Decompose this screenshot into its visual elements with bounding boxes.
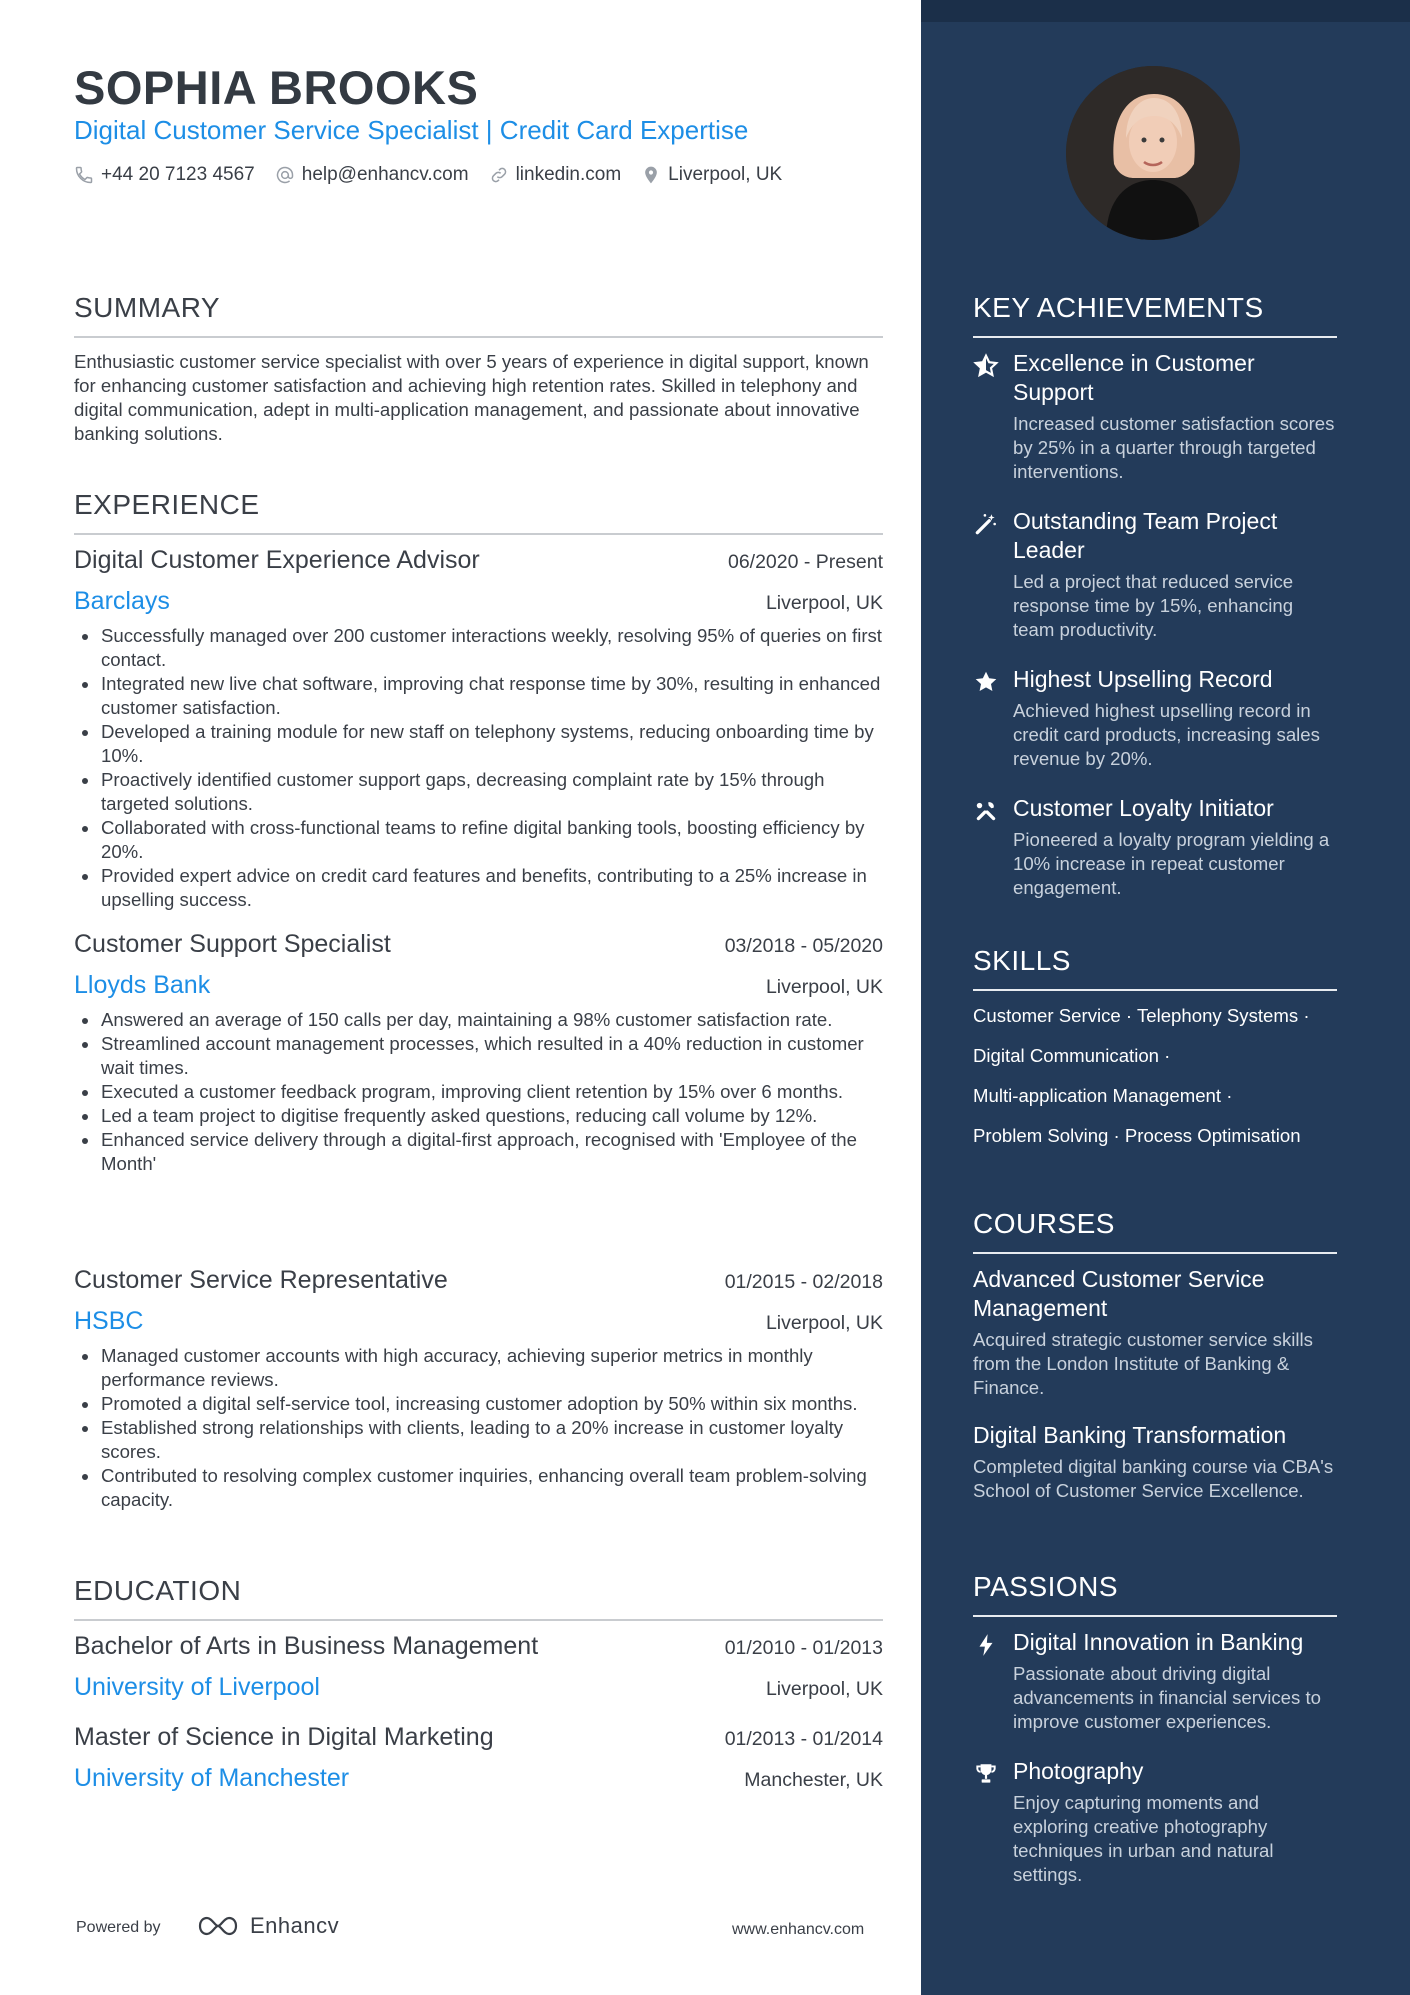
skills-line: Customer Service · Telephony Systems · — [973, 1005, 1310, 1026]
achievement-title: Excellence in Customer Support — [1013, 350, 1255, 405]
phone-icon — [74, 165, 94, 185]
skills-line: Multi-application Management · — [973, 1085, 1233, 1106]
job-location: Liverpool, UK — [765, 1312, 883, 1334]
skills-section — [973, 945, 1337, 1164]
email-text: help@enhancv.com — [301, 164, 469, 185]
school-name: University of Manchester — [74, 1764, 350, 1792]
school-name: University of Liverpool — [74, 1673, 320, 1701]
achievement-desc: Pioneered a loyalty program yielding a 10% increase in repeat customer engagement. — [1013, 829, 1330, 898]
magic-wand-icon — [973, 511, 999, 537]
achievement-desc: Achieved highest upselling record in credit card products, increasing sales revenue by 20%. — [1013, 700, 1320, 769]
achievements-section — [973, 292, 1337, 338]
passion-title: Digital Innovation in Banking — [1013, 1629, 1304, 1655]
star-outline-icon — [973, 353, 999, 379]
education-entry-liverpool — [74, 1632, 883, 1702]
job-bullets — [74, 624, 883, 912]
bullet-item: Promoted a digital self-service tool, increasing customer adoption by 50% within six months. — [74, 1392, 883, 1416]
trophy-icon — [973, 1761, 999, 1787]
course-item — [973, 1421, 1337, 1503]
star-icon — [973, 669, 999, 695]
bullet-item: Collaborated with cross-functional teams to refine digital banking tools, boosting efficiency by 20%. — [74, 816, 883, 864]
passion-item — [973, 1757, 1337, 1887]
section-divider — [973, 989, 1337, 991]
education-dates: 01/2010 - 01/2013 — [724, 1637, 883, 1659]
company-name: HSBC — [74, 1307, 144, 1335]
candidate-headline: Digital Customer Service Specialist | Credit Card Expertise — [74, 115, 749, 145]
job-title: Customer Support Specialist — [74, 930, 391, 958]
contact-phone[interactable] — [74, 164, 255, 186]
education-section — [74, 1575, 883, 1621]
section-divider — [74, 336, 883, 338]
achievement-desc: Increased customer satisfaction scores by 25% in a quarter through targeted interventions. — [1013, 413, 1335, 482]
job-entry-hsbc — [74, 1266, 883, 1512]
bullet-item: Established strong relationships with clients, leading to a 20% increase in customer loyalty scores. — [74, 1416, 883, 1464]
sidebar-top-band — [921, 0, 1410, 22]
education-entry-manchester — [74, 1723, 883, 1793]
job-bullets — [74, 1008, 883, 1176]
linkedin-text: linkedin.com — [515, 164, 622, 185]
passion-desc: Passionate about driving digital advancements in financial services to improve customer experiences. — [1013, 1663, 1321, 1732]
enhancv-brand: Enhancv — [250, 1913, 340, 1938]
achievement-title: Outstanding Team Project Leader — [1013, 508, 1278, 563]
courses-section — [973, 1208, 1337, 1254]
education-title: EDUCATION — [74, 1575, 242, 1606]
link-icon — [489, 165, 509, 185]
contact-linkedin[interactable] — [489, 164, 622, 186]
section-divider — [973, 1252, 1337, 1254]
bullet-item: Led a team project to digitise frequently asked questions, reducing call volume by 12%. — [74, 1104, 883, 1128]
job-bullets — [74, 1344, 883, 1512]
bullet-item: Integrated new live chat software, improving chat response time by 30%, resulting in enhanced customer satisfaction. — [74, 672, 883, 720]
bullet-item: Proactively identified customer support gaps, decreasing complaint rate by 15% through targeted solutions. — [74, 768, 883, 816]
company-name: Lloyds Bank — [74, 971, 211, 999]
summary-title: SUMMARY — [74, 292, 221, 323]
enhancv-logo-icon — [196, 1914, 240, 1938]
bullet-item: Streamlined account management processes, which resulted in a 40% reduction in customer wait times. — [74, 1032, 883, 1080]
education-location: Manchester, UK — [744, 1769, 883, 1791]
location-pin-icon — [641, 165, 661, 185]
job-title: Digital Customer Experience Advisor — [74, 546, 480, 574]
achievement-item — [973, 665, 1337, 771]
bullet-item: Answered an average of 150 calls per day, maintaining a 98% customer satisfaction rate. — [74, 1008, 883, 1032]
degree-title: Master of Science in Digital Marketing — [74, 1723, 494, 1751]
skills-list — [973, 1004, 1337, 1164]
job-location: Liverpool, UK — [765, 976, 883, 998]
candidate-name: SOPHIA BROOKS — [74, 61, 479, 114]
avatar — [1066, 66, 1240, 240]
passion-item — [973, 1628, 1337, 1734]
enhancv-logo[interactable] — [196, 1913, 339, 1939]
passions-section — [973, 1571, 1337, 1617]
tools-icon — [973, 798, 999, 824]
section-divider — [74, 533, 883, 535]
achievement-item — [973, 349, 1337, 484]
passions-title: PASSIONS — [973, 1571, 1119, 1602]
summary-section — [74, 292, 883, 446]
achievement-title: Customer Loyalty Initiator — [1013, 795, 1274, 821]
experience-title: EXPERIENCE — [74, 489, 260, 520]
job-entry-barclays — [74, 546, 883, 912]
job-dates: 06/2020 - Present — [727, 551, 883, 573]
job-entry-lloyds — [74, 930, 883, 1176]
degree-title: Bachelor of Arts in Business Management — [74, 1632, 539, 1660]
courses-title: COURSES — [973, 1208, 1115, 1239]
achievements-title: KEY ACHIEVEMENTS — [973, 292, 1264, 323]
bullet-item: Executed a customer feedback program, improving client retention by 15% over 6 months. — [74, 1080, 883, 1104]
education-dates: 01/2013 - 01/2014 — [724, 1728, 883, 1750]
section-divider — [973, 1615, 1337, 1617]
bullet-item: Contributed to resolving complex customer inquiries, enhancing overall team problem-solving capacity. — [74, 1464, 883, 1512]
course-item — [973, 1265, 1337, 1400]
at-icon — [275, 165, 295, 185]
company-name: Barclays — [74, 587, 170, 615]
course-title: Advanced Customer Service Management — [973, 1266, 1265, 1321]
section-divider — [74, 1619, 883, 1621]
course-title: Digital Banking Transformation — [973, 1422, 1287, 1448]
phone-text: +44 20 7123 4567 — [101, 164, 255, 185]
experience-section — [74, 489, 883, 535]
achievement-desc: Led a project that reduced service response time by 15%, enhancing team productivity. — [1013, 571, 1294, 640]
contact-bar — [74, 164, 802, 186]
job-title: Customer Service Representative — [74, 1266, 448, 1294]
bullet-item: Developed a training module for new staff on telephony systems, reducing onboarding time by 10%. — [74, 720, 883, 768]
course-desc: Acquired strategic customer service skills from the London Institute of Banking & Finance. — [973, 1329, 1313, 1398]
bullet-item: Enhanced service delivery through a digital-first approach, recognised with 'Employee of the Month' — [74, 1128, 883, 1176]
passion-title: Photography — [1013, 1758, 1144, 1784]
job-location: Liverpool, UK — [765, 592, 883, 614]
footer-url[interactable]: www.enhancv.com — [732, 1921, 865, 1938]
contact-email[interactable] — [275, 164, 469, 186]
contact-location — [641, 164, 782, 186]
bullet-item: Managed customer accounts with high accuracy, achieving superior metrics in monthly performance reviews. — [74, 1344, 883, 1392]
bullet-item: Provided expert advice on credit card features and benefits, contributing to a 25% increase in upselling success. — [74, 864, 883, 912]
summary-text: Enthusiastic customer service specialist with over 5 years of experience in digital support, known for enhancing customer satisfaction and achieving high retention rates. Skilled in telephony and digital communication, adept in multi-application management, and passionate about innovative banking solutions. — [74, 351, 869, 444]
job-dates: 03/2018 - 05/2020 — [724, 935, 883, 957]
location-text: Liverpool, UK — [668, 164, 783, 185]
achievement-item — [973, 507, 1337, 642]
job-dates: 01/2015 - 02/2018 — [724, 1271, 883, 1293]
section-divider — [973, 336, 1337, 338]
profile-photo — [1066, 66, 1240, 240]
achievement-item — [973, 794, 1337, 900]
passion-desc: Enjoy capturing moments and exploring creative photography techniques in urban and natural settings. — [1013, 1792, 1274, 1885]
sidebar — [921, 0, 1410, 1995]
education-location: Liverpool, UK — [765, 1678, 883, 1700]
lightning-icon — [973, 1632, 999, 1658]
skills-line: Digital Communication · — [973, 1045, 1171, 1066]
course-desc: Completed digital banking course via CBA's School of Customer Service Excellence. — [973, 1456, 1334, 1501]
bullet-item: Successfully managed over 200 customer interactions weekly, resolving 95% of queries on first contact. — [74, 624, 883, 672]
achievement-title: Highest Upselling Record — [1013, 666, 1273, 692]
powered-by-label: Powered by — [76, 1919, 161, 1936]
skills-title: SKILLS — [973, 945, 1071, 976]
skills-line: Problem Solving · Process Optimisation — [973, 1125, 1301, 1146]
